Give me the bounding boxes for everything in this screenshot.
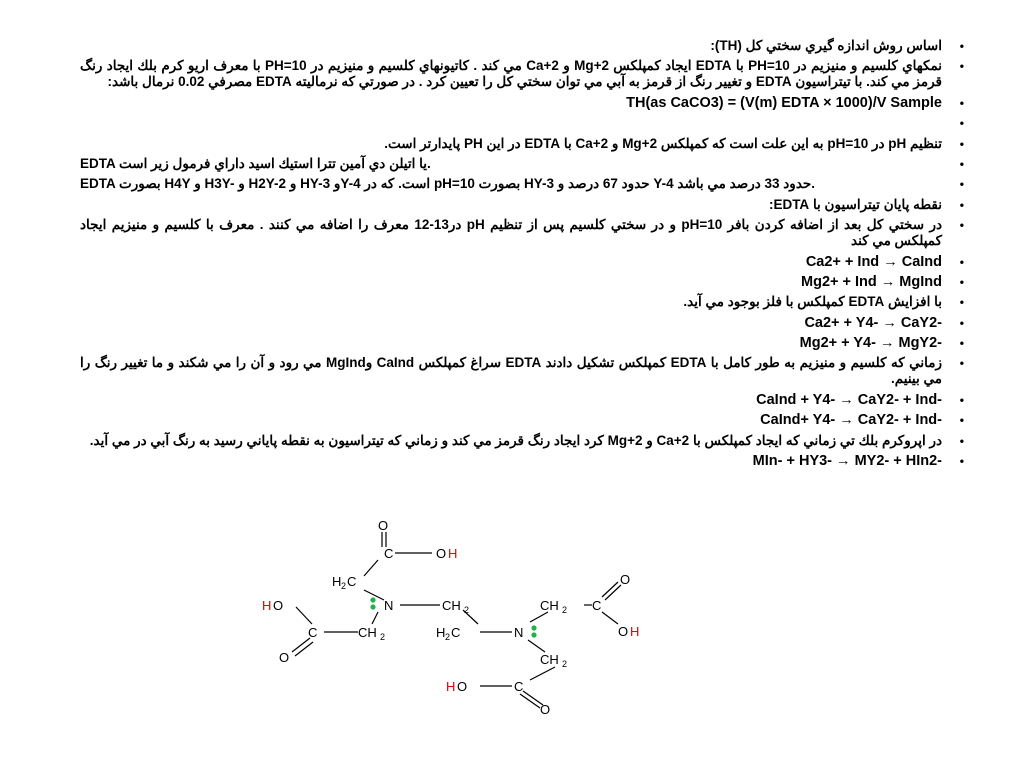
methylene-subscript: 2 xyxy=(445,632,451,642)
oxygen-atom: O xyxy=(436,546,447,561)
bullet-item xyxy=(80,453,964,470)
methylene-subscript: 2 xyxy=(341,581,347,591)
methylene-ch: CH xyxy=(540,598,559,613)
bullet-text: Ca2+ + Ind → CaInd xyxy=(805,253,942,270)
bullet-text: Ca2+ + Y4- → CaY2- xyxy=(804,314,942,331)
bullet-item xyxy=(80,217,964,249)
bullet-item xyxy=(80,294,964,310)
methylene-ch: CH xyxy=(540,652,559,667)
document-body xyxy=(80,38,964,473)
methylene-subscript: 2 xyxy=(380,632,386,642)
methylene-ch: CH xyxy=(358,625,377,640)
bond xyxy=(530,612,548,622)
bond xyxy=(296,607,312,624)
bond xyxy=(530,667,555,680)
bond xyxy=(372,612,378,624)
bond xyxy=(364,560,378,576)
bullet-dot: • xyxy=(959,197,964,212)
bullet-item xyxy=(80,58,964,90)
bullet-text: EDTA يا اتيلن دي آمين تترا استيك اسيد داراي فرمول زير است. xyxy=(80,155,431,171)
bullet-dot: • xyxy=(959,136,964,151)
bullet-text: در اپروكرم بلك تي زماني كه ايجاد كمپلكس با Ca+2 و Mg+2 كرد ايجاد رنگ قرمز مي كند و زماني كه تيتراسيون به نقطه پاياني رسيد به رنگ آبي در مي آيد. xyxy=(89,432,942,448)
oxygen-atom: O xyxy=(273,598,284,613)
bullet-item xyxy=(80,314,964,331)
bullet-item xyxy=(80,335,964,352)
bullet-dot: • xyxy=(959,116,964,131)
bullet-item xyxy=(80,355,964,387)
carbon-atom: C xyxy=(308,625,318,640)
bullet-text: TH(as CaCO3) = (V(m) EDTA × 1000)/V Sample xyxy=(626,94,942,111)
lone-pair-dot xyxy=(370,604,375,609)
oxygen-atom: O xyxy=(540,702,551,717)
bullet-dot: • xyxy=(959,39,964,53)
bullet-dot: • xyxy=(959,433,964,448)
hydrogen-atom: H xyxy=(446,679,456,694)
bullet-item xyxy=(80,196,964,213)
oxygen-atom: O xyxy=(378,518,389,533)
bond xyxy=(602,612,618,624)
bond xyxy=(528,640,545,652)
bullet-dot: • xyxy=(959,254,964,269)
methylene-ch: CH xyxy=(442,598,461,613)
bullet-item xyxy=(80,412,964,429)
methylene-subscript: 2 xyxy=(464,605,470,615)
atoms xyxy=(262,518,639,717)
lone-pair-dot xyxy=(531,632,536,637)
bullet-text: اساس روش اندازه گيري سختي كل (TH): xyxy=(710,38,942,53)
bullet-item xyxy=(80,115,964,131)
oxygen-atom: O xyxy=(457,679,468,694)
bullet-dot: • xyxy=(959,454,964,469)
hydrogen-atom: H xyxy=(630,624,640,639)
hydrogen-atom: H xyxy=(448,546,458,561)
oxygen-atom: O xyxy=(620,572,631,587)
bullet-text: EDTA بصورت H4Y و H3Y- و H2Y-2 و HY-3 وY-4 است. كه در pH=10 بصورت HY-3 حدود 67 درصد و Y-4 حدود 33 درصد مي باشد. xyxy=(80,176,816,192)
bullet-text: با افزايش EDTA كمپلكس با فلز بوجود مي آيد. xyxy=(683,294,942,310)
carbon-atom: C xyxy=(384,546,394,561)
bullet-text: CaInd+ Y4- → CaY2- + Ind- xyxy=(760,412,942,429)
carbon-atom: C xyxy=(592,598,602,613)
bullet-item xyxy=(80,94,964,111)
bond xyxy=(295,642,313,656)
bullet-dot: • xyxy=(959,59,964,74)
bullet-text: MIn- + HY3- → MY2- + HIn2- xyxy=(752,453,942,470)
bullet-text: نمكهاي كلسيم و منيزيم در PH=10 با EDTA ايجاد كمپلكس Mg+2 و Ca+2 مي كند . كاتيونهاي كلسيم و منيزيم در PH=10 با معرف اريو كرم بلك ايجاد رنگ قرمز مي كند. با تيتراسيون EDTA و تغيير رنگ از قرمز به آبي مي توان سختي كل را تعيين كرد . در صورتي كه نرماليته EDTA مصرفي 0.02 نرمال باشد: xyxy=(80,58,943,90)
bullet-text: CaInd + Y4- → CaY2- + Ind- xyxy=(756,391,942,408)
bullet-dot: • xyxy=(959,392,964,407)
bullet-list xyxy=(80,38,964,470)
oxygen-atom: O xyxy=(618,624,629,639)
nitrogen-atom: N xyxy=(384,598,394,613)
hydrogen-atom: H xyxy=(262,598,272,613)
lone-pair-dot xyxy=(370,597,375,602)
bullet-item xyxy=(80,176,964,192)
bullet-item xyxy=(80,135,964,152)
bullet-dot: • xyxy=(959,413,964,428)
bullet-dot: • xyxy=(959,156,964,171)
carbon-atom: C xyxy=(514,679,524,694)
bullet-dot: • xyxy=(959,315,964,330)
lone-pair-dot xyxy=(531,625,536,630)
methylene-subscript: 2 xyxy=(562,605,568,615)
bullet-dot: • xyxy=(959,95,964,110)
bullet-dot: • xyxy=(959,177,964,192)
bullet-text: در سختي كل بعد از اضافه كردن بافر pH=10 و در سختي كلسيم پس از تنظيم pH در13-12 معرف را اضافه مي كنند . معرف با كلسيم و منيزيم ايجاد كمپلكس مي كند xyxy=(80,217,942,249)
bullet-item xyxy=(80,391,964,408)
bullet-item xyxy=(80,432,964,449)
nitrogen-atom: N xyxy=(514,625,524,640)
bullet-item xyxy=(80,38,964,54)
bullet-dot: • xyxy=(959,274,964,289)
methylene-h: H xyxy=(436,625,446,640)
bullet-text: Mg2+ + Ind → MgInd xyxy=(801,273,942,290)
bullet-item xyxy=(80,253,964,270)
bullet-dot: • xyxy=(959,356,964,371)
bullet-dot: • xyxy=(959,295,964,310)
oxygen-atom: O xyxy=(279,650,290,665)
bullet-item xyxy=(80,273,964,290)
bullet-text: Mg2+ + Y4- → MgY2- xyxy=(799,335,942,352)
bullet-text: تنظيم pH در pH=10 به اين علت است كه كمپلكس Mg+2 و Ca+2 با EDTA در اين PH پايدارتر است. xyxy=(384,135,942,151)
edta-structure-diagram xyxy=(255,518,655,718)
bullet-dot: • xyxy=(959,218,964,233)
bond xyxy=(292,638,310,652)
bullet-item xyxy=(80,155,964,172)
bullet-text: زماني كه كلسيم و منيزيم به طور كامل با EDTA كمپلكس تشكيل دادند EDTA سراغ كمپلكس CaInd وMgInd مي رود و آن را مي شكند و ما تغيير رنگ را مي بينيم. xyxy=(80,355,942,387)
bullet-text: نقطه پايان تيتراسيون با EDTA: xyxy=(768,196,942,212)
methylene-h: H xyxy=(332,574,342,589)
methylene-subscript: 2 xyxy=(562,659,568,669)
methylene-c: C xyxy=(347,574,357,589)
methylene-c: C xyxy=(451,625,461,640)
bullet-dot: • xyxy=(959,336,964,351)
